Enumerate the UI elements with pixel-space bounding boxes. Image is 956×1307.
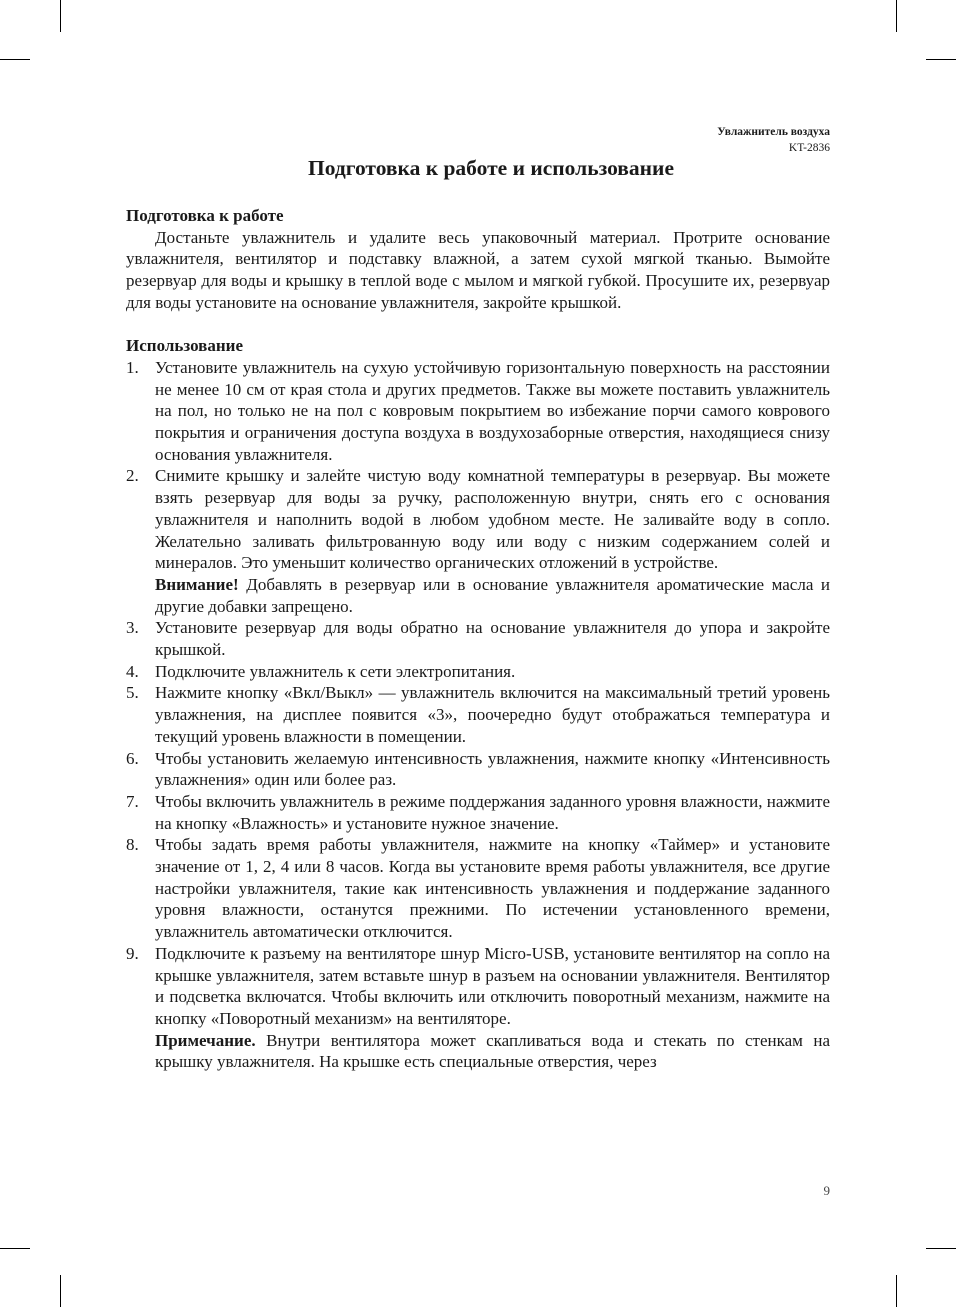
spacer	[126, 314, 830, 336]
preparation-text: Достаньте увлажнитель и удалите весь упаковочный материал. Протрите основание увлажнителя, вентилятор и подставку влажной, а затем сухой мягкой тканью. Вымойте резервуар для воды и крышку в теплой воде с мылом и мягкой губкой. Просушите их, резервуар для воды установите на основание увлажнителя, закройте крышкой.	[126, 227, 830, 312]
header-model: KT-2836	[788, 142, 830, 154]
usage-title: Использование	[126, 336, 243, 356]
page-number: 9	[823, 1183, 830, 1198]
list-item	[126, 465, 830, 617]
list-item	[126, 834, 830, 943]
step-number: 2.	[126, 466, 139, 486]
step-number: 6.	[126, 748, 139, 768]
crop-mark	[926, 1248, 956, 1249]
step-text: Установите увлажнитель на сухую устойчивую горизонтальную поверхность на расстоянии не менее 10 см от края стола и других предметов. Также вы можете поставить увлажнитель на пол, но только не на пол с ковровым покрытием во избежание порчи самого коврового покрытия и ограничения доступа воздуха в воздухозаборные отверстия, находящиеся снизу основания увлажнителя.	[155, 357, 830, 464]
warning-note	[155, 574, 830, 617]
crop-mark	[0, 1248, 30, 1249]
running-header	[717, 124, 830, 156]
header-product: Увлажнитель воздуха	[717, 126, 830, 138]
page-title: Подготовка к работе и использование	[308, 156, 674, 180]
crop-mark	[0, 59, 30, 60]
crop-mark	[896, 1275, 897, 1307]
step-number: 4.	[126, 661, 139, 681]
list-item	[126, 617, 830, 660]
crop-mark	[60, 1275, 61, 1307]
step-text: Снимите крышку и залейте чистую воду комнатной температуры в резервуар. Вы можете взять резервуар для воды за ручку, расположенную внутри, снять его с основания увлажнителя и наполнить водой в любом удобном месте. Не заливайте воду в сопло. Желательно заливать фильтрованную воду или воду с низким содержанием солей и минералов. Это уменьшит количество органических отложений в устройстве.	[155, 466, 830, 573]
crop-mark	[926, 59, 956, 60]
step-text: Установите резервуар для воды обратно на основание увлажнителя до упора и закройте крышкой.	[155, 618, 830, 660]
crop-mark	[60, 0, 61, 32]
step-text: Нажмите кнопку «Вкл/Выкл» — увлажнитель включится на максимальный третий уровень увлажнения, на дисплее появится «3», поочередно будут отображаться температура и текущий уровень влажности в помещении.	[155, 683, 830, 746]
remark-note	[155, 1030, 830, 1073]
remark-text: Внутри вентилятора может скапливаться вода и стекать по стенкам на крышку увлажнителя. На крышке есть специальные отверстия, через	[155, 1030, 830, 1072]
step-number: 7.	[126, 791, 139, 811]
list-item	[126, 682, 830, 747]
step-number: 9.	[126, 943, 139, 963]
step-text: Подключите увлажнитель к сети электропитания.	[155, 661, 516, 681]
list-item	[126, 357, 830, 466]
usage-steps	[126, 357, 830, 1073]
warning-text: Добавлять в резервуар или в основание увлажнителя ароматические масла и другие добавки запрещено.	[155, 574, 830, 616]
crop-mark	[896, 0, 897, 32]
step-text: Чтобы установить желаемую интенсивность увлажнения, нажмите кнопку «Интенсивность увлажнения» один или более раз.	[155, 748, 830, 790]
step-text: Чтобы включить увлажнитель в режиме поддержания заданного уровня влажности, нажмите на кнопку «Влажность» и установите нужное значение.	[155, 791, 830, 833]
list-item	[126, 791, 830, 834]
list-item	[126, 748, 830, 791]
page-content	[126, 205, 830, 1073]
step-text: Подключите к разъему на вентиляторе шнур Micro-USB, установите вентилятор на сопло на крышке увлажнителя, затем вставьте шнур в разъем на основании увлажнителя. Вентилятор и подсветка включатся. Чтобы включить или отключить поворотный механизм, нажмите на кнопку «Поворотный механизм» на вентиляторе.	[155, 943, 830, 1028]
list-item	[126, 943, 830, 1073]
step-text: Чтобы задать время работы увлажнителя, нажмите на кнопку «Таймер» и установите значение от 1, 2, 4 или 8 часов. Когда вы установите время работы увлажнителя, все другие настройки увлажнителя, такие как интенсивность увлажнения и поддержание заданного уровня влажности, останутся прежними. По истечении установленного времени, увлажнитель автоматически отключится.	[155, 835, 830, 942]
step-number: 5.	[126, 683, 139, 703]
remark-label: Примечание.	[155, 1030, 256, 1050]
step-number: 8.	[126, 835, 139, 855]
preparation-title: Подготовка к работе	[126, 206, 284, 225]
step-number: 3.	[126, 618, 139, 638]
list-item	[126, 661, 830, 683]
step-number: 1.	[126, 357, 139, 377]
warning-label: Внимание!	[155, 574, 239, 594]
